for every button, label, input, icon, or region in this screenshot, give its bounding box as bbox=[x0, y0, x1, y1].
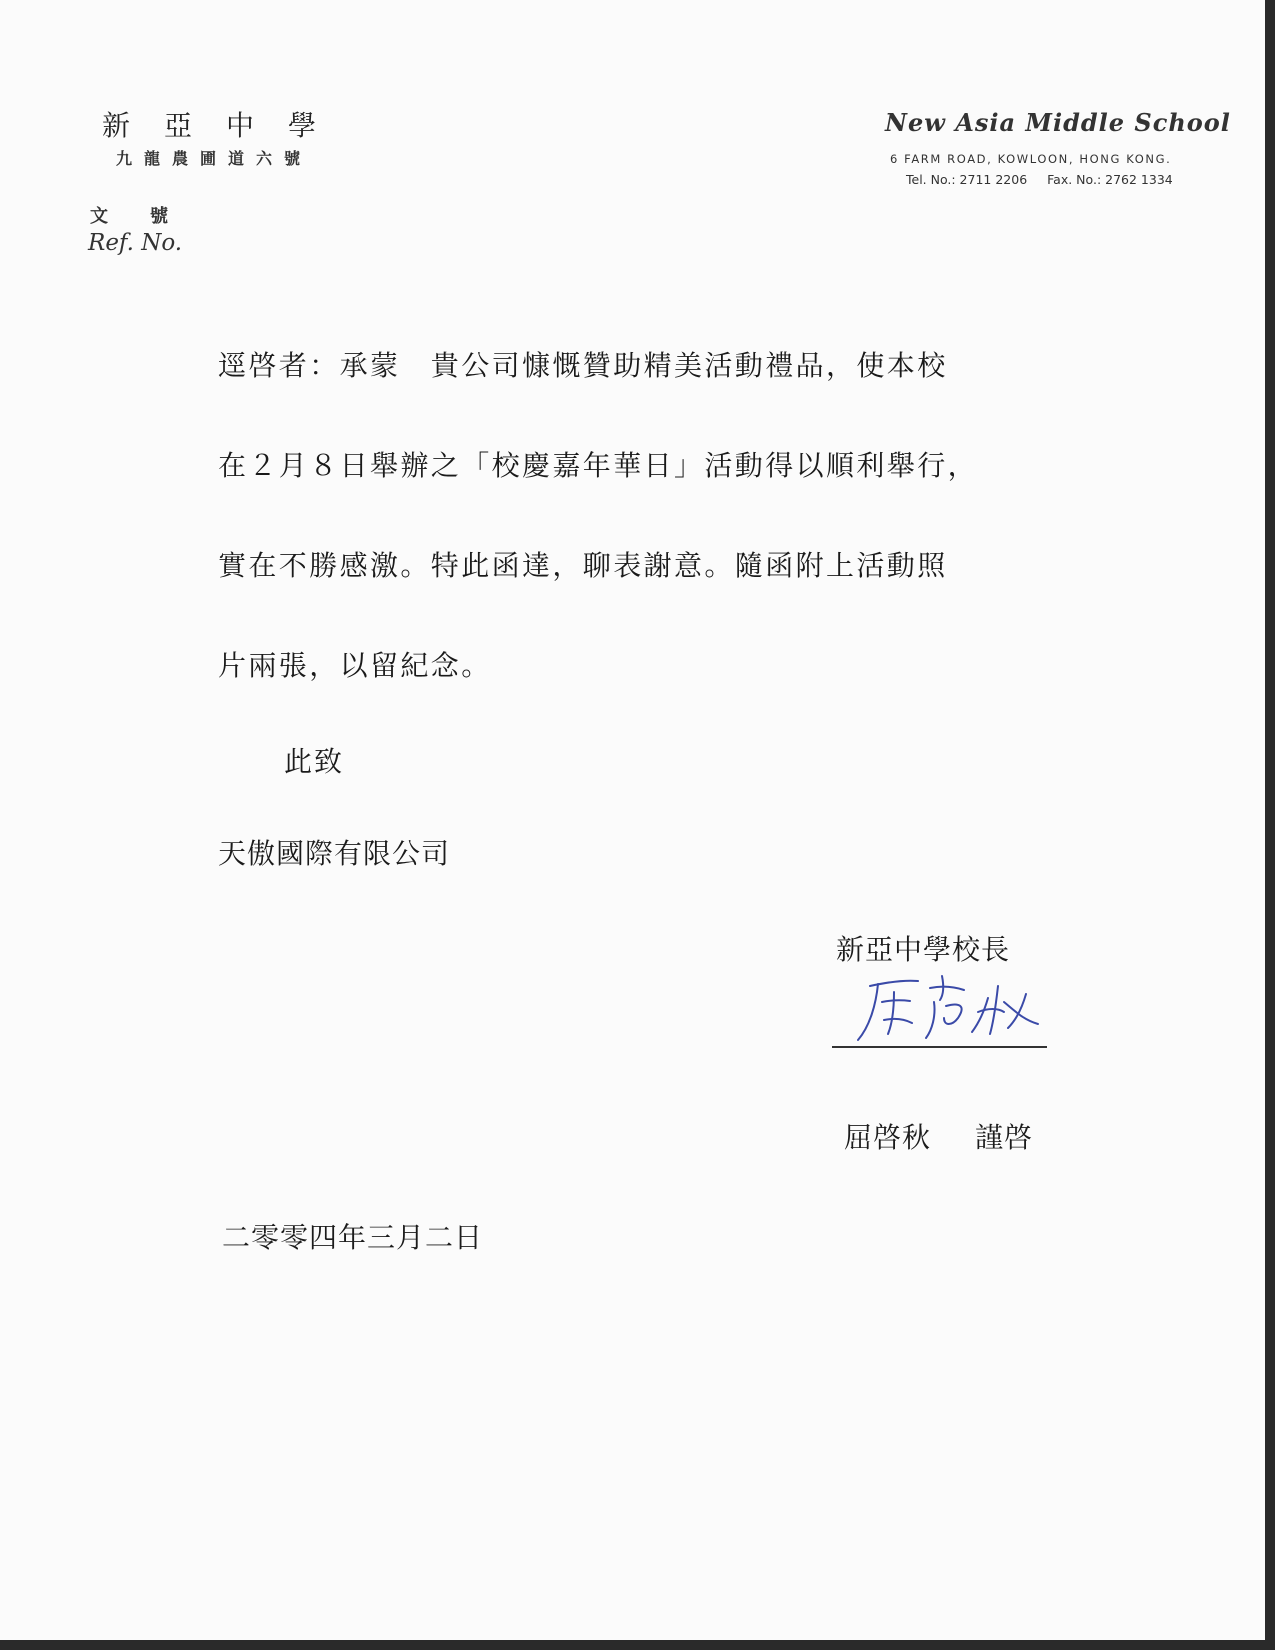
body-line-3: 實在不勝感激。特此函達，聊表謝意。隨函附上活動照 bbox=[218, 549, 948, 582]
closing-salutation: 此致 bbox=[284, 745, 345, 778]
tel-number: Tel. No.: 2711 2206 bbox=[906, 172, 1028, 187]
handwritten-signature bbox=[848, 968, 1048, 1046]
recipient-name: 天傲國際有限公司 bbox=[218, 837, 451, 870]
school-name-en: New Asia Middle School bbox=[885, 108, 1231, 137]
scan-edge-bottom bbox=[0, 1640, 1275, 1650]
signer-block bbox=[844, 1116, 1033, 1156]
school-address-zh: 九龍農圃道六號 bbox=[116, 149, 313, 168]
signer-suffix: 謹啓 bbox=[975, 1121, 1034, 1154]
signer-name: 屈啓秋 bbox=[844, 1121, 932, 1154]
ref-label-en: Ref. No. bbox=[88, 230, 183, 256]
fax-number: Fax. No.: 2762 1334 bbox=[1047, 172, 1173, 187]
body-line-2: 在２月８日舉辦之「校慶嘉年華日」活動得以順利舉行， bbox=[218, 449, 979, 482]
school-address-en: 6 FARM ROAD, KOWLOON, HONG KONG. bbox=[890, 152, 1172, 166]
school-name-zh: 新亞中學 bbox=[102, 109, 351, 142]
body-line-1: 逕啓者：承蒙 貴公司慷慨贊助精美活動禮品，使本校 bbox=[218, 349, 948, 382]
scan-edge-right bbox=[1265, 0, 1275, 1650]
signer-title: 新亞中學校長 bbox=[836, 933, 1011, 966]
ref-label-zh: 文號 bbox=[90, 206, 210, 227]
body-line-4: 片兩張，以留紀念。 bbox=[218, 649, 492, 682]
letter-date: 二零零四年三月二日 bbox=[222, 1221, 484, 1254]
contact-line bbox=[906, 172, 1189, 187]
signature-line bbox=[832, 1046, 1047, 1048]
